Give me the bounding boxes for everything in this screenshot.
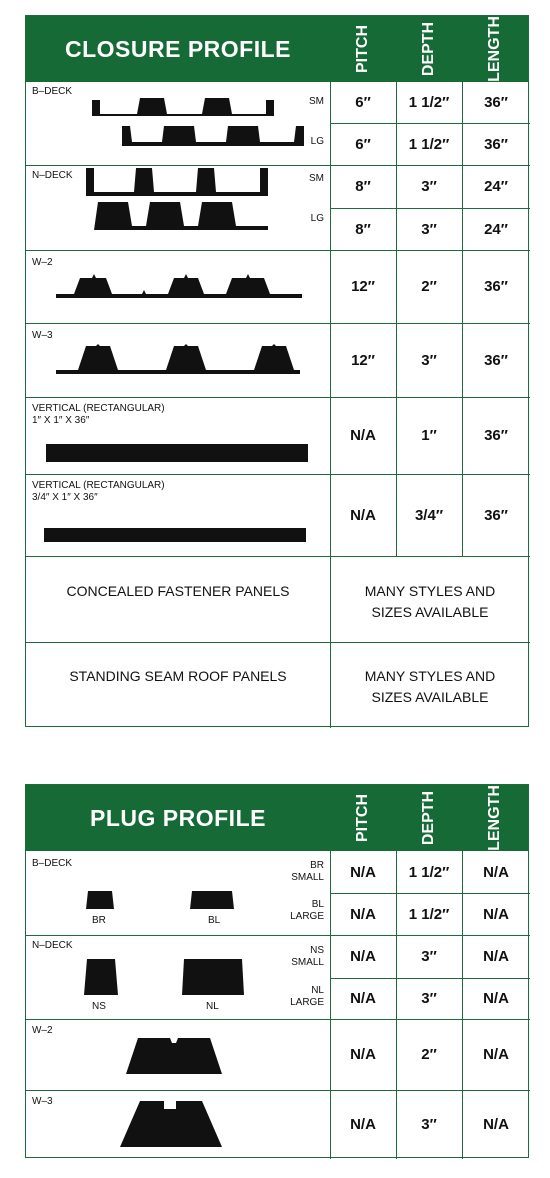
- ndeck-sm-length: 24″: [484, 178, 508, 195]
- plug-ndeck-r1-pitch: N/A: [350, 948, 376, 965]
- vert1-depth: 1″: [421, 427, 437, 444]
- vert2-length: 36″: [484, 506, 508, 524]
- standing-avail-2: SIZES AVAILABLE: [371, 689, 489, 705]
- plug-ns-shape: [84, 959, 118, 995]
- vert2-pitch: N/A: [350, 506, 376, 524]
- bdeck-label: B–DECK: [32, 86, 73, 97]
- plug-w3-label: W–3: [32, 1096, 53, 1107]
- vert1-pitch: N/A: [350, 427, 376, 444]
- plug-w2-length: N/A: [483, 1046, 509, 1063]
- closure-title: CLOSURE PROFILE: [64, 35, 291, 62]
- concealed-label: CONCEALED FASTENER PANELS: [66, 583, 290, 599]
- plug-ndeck-r1-depth: 3″: [421, 948, 437, 965]
- plug-w2-depth: 2″: [421, 1046, 437, 1063]
- ndeck-lg-depth: 3″: [421, 220, 437, 238]
- plug-bl-shape: [190, 891, 234, 909]
- concealed-avail-1: MANY STYLES AND: [364, 583, 496, 599]
- w2-pitch: 12″: [351, 278, 375, 295]
- standing-label: STANDING SEAM ROOF PANELS: [69, 668, 287, 684]
- ndeck-lg-shape: [94, 202, 268, 230]
- bdeck-sm-pitch: 6″: [355, 94, 371, 111]
- w2-label: W–2: [32, 257, 53, 268]
- plug-bl-caption: BL: [208, 915, 221, 926]
- ndeck-sm-shape: [86, 168, 268, 196]
- ndeck-sm-pitch: 8″: [355, 178, 371, 195]
- plug-w2-label: W–2: [32, 1025, 53, 1036]
- plug-bdeck-size2a: BL: [311, 899, 324, 910]
- plug-bdeck-label: B–DECK: [32, 858, 73, 869]
- bdeck-sm-shape: [92, 96, 274, 116]
- plug-ndeck-r2-pitch: N/A: [350, 990, 376, 1007]
- closure-profile-table: [25, 15, 529, 727]
- plug-nl-caption: NL: [206, 1001, 219, 1012]
- plug-bdeck-r2-depth: 1 1/2″: [408, 905, 450, 923]
- plug-bdeck-r1-length: N/A: [483, 863, 509, 881]
- plug-col-length: LENGTH: [486, 785, 503, 851]
- w3-pitch: 12″: [351, 351, 375, 369]
- ndeck-sm-depth: 3″: [421, 178, 437, 195]
- w3-length: 36″: [484, 351, 508, 369]
- standing-avail-1: MANY STYLES AND: [364, 668, 496, 684]
- ndeck-lg-pitch: 8″: [355, 220, 371, 238]
- plug-bdeck-r1-pitch: N/A: [350, 863, 376, 881]
- bdeck-sm-depth: 1 1/2″: [408, 94, 450, 111]
- plug-ndeck-size2b: LARGE: [290, 997, 324, 1008]
- col-depth: DEPTH: [419, 21, 437, 77]
- plug-w2-pitch: N/A: [350, 1046, 376, 1063]
- plug-ndeck-size1b: SMALL: [291, 957, 324, 968]
- w2-shape: [56, 274, 302, 298]
- vert1-length: 36″: [484, 427, 508, 444]
- plug-ndeck-r2-depth: 3″: [421, 990, 437, 1007]
- vert1-shape: [46, 444, 308, 462]
- ndeck-lg-length: 24″: [484, 220, 508, 238]
- plug-w3-pitch: N/A: [350, 1116, 376, 1133]
- plug-bdeck-size2b: LARGE: [290, 911, 324, 922]
- bdeck-lg-label: LG: [310, 136, 324, 147]
- plug-nl-shape: [182, 959, 244, 995]
- plug-bdeck-r2-length: N/A: [483, 905, 509, 923]
- vert1-label: VERTICAL (RECTANGULAR): [32, 403, 165, 414]
- plug-title: PLUG PROFILE: [90, 804, 266, 831]
- col-pitch: PITCH: [354, 25, 371, 73]
- ndeck-lg-label: LG: [310, 213, 324, 224]
- plug-ndeck-r1-length: N/A: [483, 948, 509, 965]
- bdeck-lg-depth: 1 1/2″: [408, 135, 450, 153]
- col-length: LENGTH: [486, 16, 503, 82]
- plug-ndeck-label: N–DECK: [32, 940, 73, 951]
- ndeck-label: N–DECK: [32, 170, 73, 181]
- bdeck-lg-pitch: 6″: [355, 135, 371, 153]
- plug-bdeck-size1a: BR: [310, 860, 324, 871]
- w2-length: 36″: [484, 278, 508, 295]
- bdeck-lg-length: 36″: [484, 135, 508, 153]
- vert2-shape: [44, 528, 306, 542]
- plug-br-caption: BR: [92, 915, 106, 926]
- plug-br-shape: [86, 891, 114, 909]
- plug-col-depth: DEPTH: [419, 790, 437, 846]
- plug-ndeck-size1a: NS: [310, 945, 324, 956]
- w2-depth: 2″: [421, 278, 437, 295]
- plug-ndeck-size2a: NL: [311, 985, 324, 996]
- vert1-size: 1″ X 1″ X 36″: [32, 415, 90, 426]
- vert2-size: 3/4″ X 1″ X 36″: [32, 492, 98, 503]
- plug-ndeck-r2-length: N/A: [483, 990, 509, 1007]
- bdeck-sm-length: 36″: [484, 94, 508, 111]
- w3-label: W–3: [32, 330, 53, 341]
- closure-header: [26, 16, 528, 82]
- plug-header: [26, 785, 528, 851]
- plug-ns-caption: NS: [92, 1001, 106, 1012]
- plug-profile-table: [25, 784, 529, 1158]
- concealed-avail-2: SIZES AVAILABLE: [371, 604, 489, 620]
- bdeck-lg-shape: [122, 126, 304, 146]
- vert2-label: VERTICAL (RECTANGULAR): [32, 480, 165, 491]
- plug-bdeck-size1b: SMALL: [291, 872, 324, 883]
- plug-w3-depth: 3″: [421, 1116, 437, 1133]
- plug-w3-length: N/A: [483, 1116, 509, 1133]
- ndeck-sm-label: SM: [309, 173, 324, 184]
- plug-w3-shape: [120, 1101, 222, 1147]
- w3-depth: 3″: [421, 351, 437, 369]
- vert2-depth: 3/4″: [414, 506, 444, 524]
- plug-bdeck-r2-pitch: N/A: [350, 905, 376, 923]
- plug-bdeck-r1-depth: 1 1/2″: [408, 863, 450, 881]
- plug-col-pitch: PITCH: [354, 794, 371, 842]
- plug-w2-shape: [126, 1038, 222, 1074]
- w3-shape: [56, 344, 300, 374]
- bdeck-sm-label: SM: [309, 96, 324, 107]
